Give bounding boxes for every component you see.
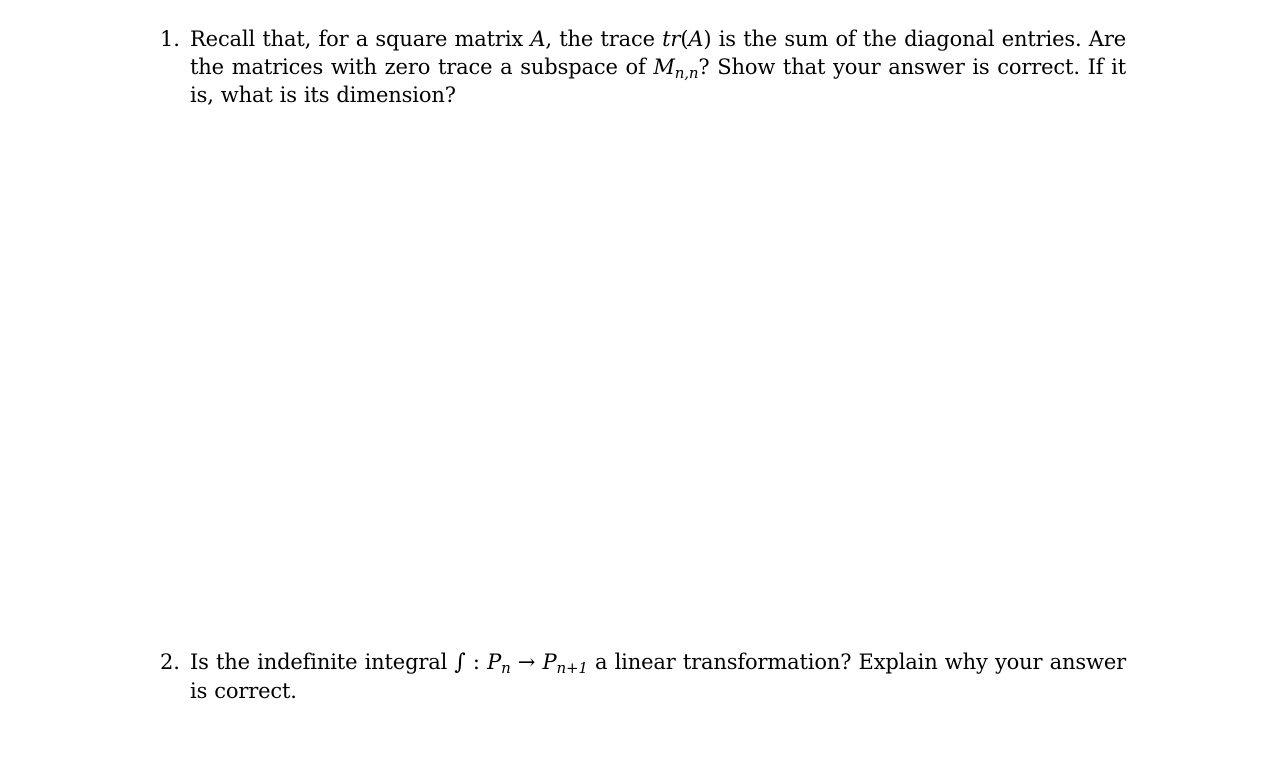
trace-symbol: tr (662, 27, 681, 51)
problem-2-text: Is the indefinite integral ∫ : $P_n \to P_{n+1}$ a linear transformation? Explain why your answer is correct. (190, 650, 1126, 703)
problem-1-text: Recall that, for a square matrix A, the trace tr(A) is the sum of the diagonal entries. Are the matrices with zero trace a subspace of $M_{n,n}$? Show that your answer is correct. If it is, what is its dimension? (190, 27, 1126, 107)
matrix-space-subscript: n,n (674, 64, 699, 82)
matrix-a-symbol: A (530, 27, 546, 51)
problem-1-number: 1. (160, 27, 180, 51)
polynomial-space-subscript-n: n (501, 659, 511, 677)
integral-symbol: ∫ (454, 650, 466, 675)
arrow-symbol: → (510, 650, 543, 674)
matrix-space-symbol: M (653, 55, 675, 79)
problem-2-number: 2. (160, 650, 180, 674)
polynomial-space-symbol: P (487, 650, 502, 674)
polynomial-space-subscript-n-plus-1: n+1 (556, 659, 588, 677)
problem-2 (160, 648, 1126, 705)
problem-1 (160, 25, 1126, 109)
